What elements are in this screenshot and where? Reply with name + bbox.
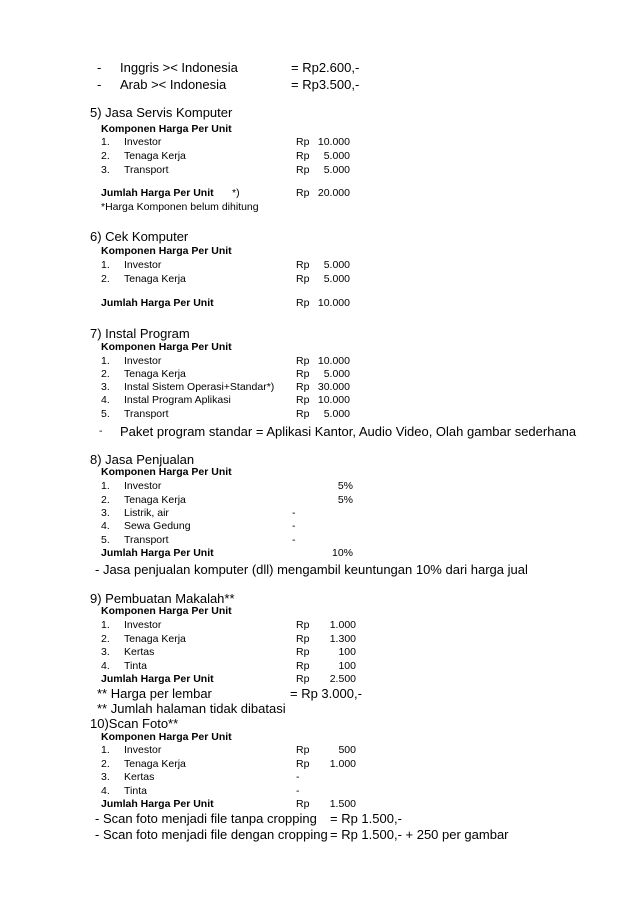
row-item: Transport xyxy=(124,164,169,176)
row-value: 30.000 xyxy=(317,381,350,393)
row-currency: Rp xyxy=(296,273,310,285)
row-item: Tenaga Kerja xyxy=(124,150,186,162)
row-value: 10.000 xyxy=(317,394,350,406)
row-number: 2. xyxy=(101,494,110,506)
row-dash: - xyxy=(292,534,296,546)
row-item: Sewa Gedung xyxy=(124,520,191,532)
section-title: 6) Cek Komputer xyxy=(90,229,189,244)
row-item: Listrik, air xyxy=(124,507,169,519)
total-value: 10.000 xyxy=(317,297,350,309)
row-currency: Rp xyxy=(296,633,310,645)
bullet-dash: - xyxy=(97,60,102,75)
total-value: 20.000 xyxy=(317,187,350,199)
row-currency: Rp xyxy=(296,368,310,380)
row-number: 1. xyxy=(101,136,110,148)
section-title: 5) Jasa Servis Komputer xyxy=(90,105,233,120)
total-label: Jumlah Harga Per Unit xyxy=(101,798,214,810)
row-currency: Rp xyxy=(296,136,310,148)
row-value: 5.000 xyxy=(323,150,350,162)
row-value: 10.000 xyxy=(317,355,350,367)
row-currency: Rp xyxy=(296,150,310,162)
total-label: Jumlah Harga Per Unit xyxy=(101,187,214,199)
bullet-dash: - xyxy=(97,77,102,92)
row-number: 2. xyxy=(101,273,110,285)
row-item: Tenaga Kerja xyxy=(124,494,186,506)
total-currency: Rp xyxy=(296,798,310,810)
row-number: 1. xyxy=(101,619,110,631)
note-text: - Jasa penjualan komputer (dll) mengambil keuntungan 10% dari harga jual xyxy=(95,562,528,577)
row-percent: 5% xyxy=(337,494,353,506)
total-percent: 10% xyxy=(331,547,353,559)
row-value: 1.300 xyxy=(329,633,356,645)
footnote: *Harga Komponen belum dihitung xyxy=(101,201,259,213)
table-header: Komponen Harga Per Unit xyxy=(101,245,232,257)
row-value: 5.000 xyxy=(323,259,350,271)
row-item: Investor xyxy=(124,619,162,631)
table-header: Komponen Harga Per Unit xyxy=(101,123,232,135)
row-item: Investor xyxy=(124,355,162,367)
row-number: 1. xyxy=(101,744,110,756)
row-currency: Rp xyxy=(296,394,310,406)
row-number: 4. xyxy=(101,394,110,406)
row-number: 4. xyxy=(101,520,110,532)
table-header: Komponen Harga Per Unit xyxy=(101,605,232,617)
row-number: 2. xyxy=(101,150,110,162)
row-number: 1. xyxy=(101,355,110,367)
rate-price: = Rp3.500,- xyxy=(291,77,360,92)
row-number: 5. xyxy=(101,534,110,546)
note-value: = Rp 1.500,- xyxy=(330,811,402,826)
row-number: 3. xyxy=(101,771,110,783)
row-value: 5.000 xyxy=(323,408,350,420)
row-item: Investor xyxy=(124,480,162,492)
note-text: Paket program standar = Aplikasi Kantor, Audio Video, Olah gambar sederhana xyxy=(120,424,577,439)
row-number: 3. xyxy=(101,381,110,393)
row-value: 500 xyxy=(338,744,356,756)
row-item: Tenaga Kerja xyxy=(124,368,186,380)
row-currency: Rp xyxy=(296,408,310,420)
row-number: 2. xyxy=(101,758,110,770)
note-label: - Scan foto menjadi file tanpa cropping xyxy=(95,811,317,826)
row-percent: 5% xyxy=(337,480,353,492)
note-label: ** Harga per lembar xyxy=(97,686,212,701)
row-number: 3. xyxy=(101,164,110,176)
note-label: - Scan foto menjadi file dengan cropping xyxy=(95,827,328,842)
row-currency: Rp xyxy=(296,744,310,756)
row-number: 1. xyxy=(101,259,110,271)
row-item: Tenaga Kerja xyxy=(124,273,186,285)
row-item: Transport xyxy=(124,408,169,420)
row-number: 2. xyxy=(101,633,110,645)
row-value: 100 xyxy=(338,660,356,672)
row-dash: - xyxy=(292,507,296,519)
row-currency: Rp xyxy=(296,619,310,631)
row-currency: Rp xyxy=(296,164,310,176)
row-number: 2. xyxy=(101,368,110,380)
row-value: 5.000 xyxy=(323,164,350,176)
rate-label: Arab >< Indonesia xyxy=(120,77,227,92)
row-number: 4. xyxy=(101,660,110,672)
total-mark: *) xyxy=(232,187,240,199)
total-label: Jumlah Harga Per Unit xyxy=(101,547,214,559)
row-currency: Rp xyxy=(296,660,310,672)
row-number: 5. xyxy=(101,408,110,420)
row-item: Instal Program Aplikasi xyxy=(124,394,231,406)
table-header: Komponen Harga Per Unit xyxy=(101,466,232,478)
section-title: 9) Pembuatan Makalah** xyxy=(90,591,235,606)
row-value: 100 xyxy=(338,646,356,658)
row-item: Transport xyxy=(124,534,169,546)
row-item: Instal Sistem Operasi+Standar*) xyxy=(124,381,275,393)
row-item: Investor xyxy=(124,744,162,756)
total-label: Jumlah Harga Per Unit xyxy=(101,297,214,309)
total-currency: Rp xyxy=(296,673,310,685)
row-currency: Rp xyxy=(296,259,310,271)
row-value: 1.000 xyxy=(329,758,356,770)
total-currency: Rp xyxy=(296,297,310,309)
rate-price: = Rp2.600,- xyxy=(291,60,360,75)
row-number: 1. xyxy=(101,480,110,492)
row-currency: Rp xyxy=(296,646,310,658)
section-title: 10)Scan Foto** xyxy=(90,716,179,731)
row-item: Tinta xyxy=(124,660,147,672)
note-value: = Rp 1.500,- + 250 per gambar xyxy=(330,827,509,842)
note-text: ** Jumlah halaman tidak dibatasi xyxy=(97,701,286,716)
rate-label: Inggris >< Indonesia xyxy=(120,60,238,75)
section-title: 8) Jasa Penjualan xyxy=(90,452,195,467)
row-item: Tenaga Kerja xyxy=(124,633,186,645)
table-header: Komponen Harga Per Unit xyxy=(101,341,232,353)
row-item: Investor xyxy=(124,136,162,148)
row-item: Kertas xyxy=(124,771,155,783)
total-value: 2.500 xyxy=(329,673,356,685)
row-value: 5.000 xyxy=(323,368,350,380)
row-currency: Rp xyxy=(296,355,310,367)
row-value: 5.000 xyxy=(323,273,350,285)
section-title: 7) Instal Program xyxy=(90,326,190,341)
total-label: Jumlah Harga Per Unit xyxy=(101,673,214,685)
row-number: 4. xyxy=(101,785,110,797)
row-item: Investor xyxy=(124,259,162,271)
row-dash: - xyxy=(296,785,300,797)
row-item: Kertas xyxy=(124,646,155,658)
note-value: = Rp 3.000,- xyxy=(290,686,362,701)
row-value: 1.000 xyxy=(329,619,356,631)
row-dash: - xyxy=(296,771,300,783)
row-item: Tinta xyxy=(124,785,147,797)
row-item: Tenaga Kerja xyxy=(124,758,186,770)
total-currency: Rp xyxy=(296,187,310,199)
row-dash: - xyxy=(292,520,296,532)
row-currency: Rp xyxy=(296,758,310,770)
row-currency: Rp xyxy=(296,381,310,393)
row-number: 3. xyxy=(101,507,110,519)
table-header: Komponen Harga Per Unit xyxy=(101,731,232,743)
bullet-dash: - xyxy=(99,425,103,437)
row-number: 3. xyxy=(101,646,110,658)
row-value: 10.000 xyxy=(317,136,350,148)
total-value: 1.500 xyxy=(329,798,356,810)
